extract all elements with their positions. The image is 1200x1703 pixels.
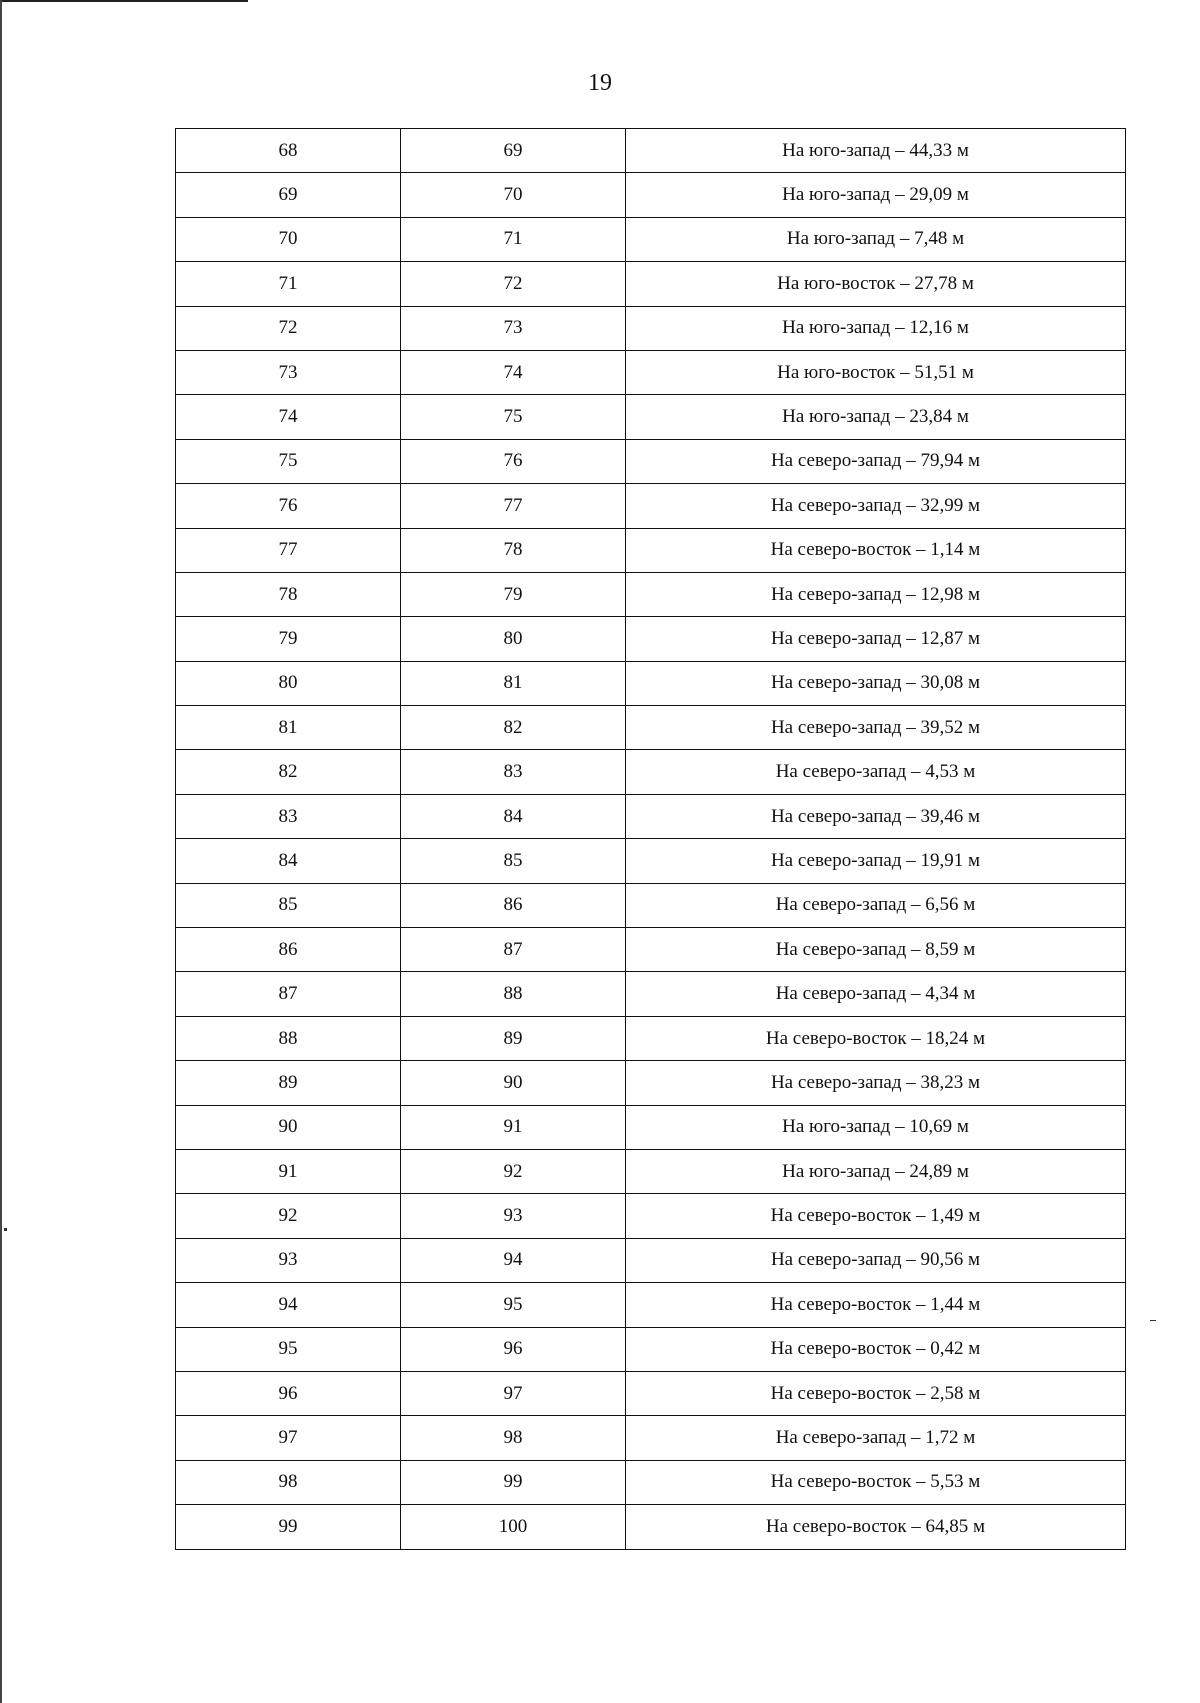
point-from-cell: 98: [176, 1460, 401, 1504]
direction-distance-cell: На северо-восток – 5,53 м: [626, 1460, 1126, 1504]
table-row: [176, 306, 1126, 350]
point-from-cell: 95: [176, 1327, 401, 1371]
direction-distance-cell: На юго-запад – 23,84 м: [626, 395, 1126, 439]
point-from-cell: 68: [176, 129, 401, 173]
direction-distance-cell: На юго-восток – 51,51 м: [626, 350, 1126, 394]
direction-distance-cell: На северо-запад – 1,72 м: [626, 1416, 1126, 1460]
table-row: [176, 1061, 1126, 1105]
point-to-cell: 80: [401, 617, 626, 661]
direction-distance-cell: На северо-запад – 12,87 м: [626, 617, 1126, 661]
point-to-cell: 84: [401, 794, 626, 838]
point-to-cell: 87: [401, 928, 626, 972]
point-to-cell: 92: [401, 1149, 626, 1193]
direction-distance-cell: На северо-запад – 32,99 м: [626, 484, 1126, 528]
point-to-cell: 76: [401, 439, 626, 483]
table-row: [176, 617, 1126, 661]
point-from-cell: 72: [176, 306, 401, 350]
table-row: [176, 217, 1126, 261]
point-to-cell: 74: [401, 350, 626, 394]
table-row: [176, 1194, 1126, 1238]
direction-distance-cell: На северо-восток – 64,85 м: [626, 1505, 1126, 1549]
table-row: [176, 1371, 1126, 1415]
point-to-cell: 99: [401, 1460, 626, 1504]
point-to-cell: 97: [401, 1371, 626, 1415]
direction-distance-cell: На юго-запад – 44,33 м: [626, 129, 1126, 173]
table-row: [176, 173, 1126, 217]
direction-distance-cell: На юго-запад – 29,09 м: [626, 173, 1126, 217]
table-row: [176, 129, 1126, 173]
direction-distance-cell: На северо-восток – 2,58 м: [626, 1371, 1126, 1415]
point-from-cell: 81: [176, 706, 401, 750]
point-from-cell: 78: [176, 572, 401, 616]
direction-distance-cell: На юго-запад – 24,89 м: [626, 1149, 1126, 1193]
point-from-cell: 80: [176, 661, 401, 705]
table-row: [176, 794, 1126, 838]
direction-distance-cell: На северо-запад – 39,46 м: [626, 794, 1126, 838]
table-row: [176, 350, 1126, 394]
direction-distance-cell: На северо-запад – 39,52 м: [626, 706, 1126, 750]
point-from-cell: 74: [176, 395, 401, 439]
point-to-cell: 75: [401, 395, 626, 439]
table-row: [176, 439, 1126, 483]
table-row: [176, 1505, 1126, 1549]
direction-distance-cell: На северо-восток – 1,14 м: [626, 528, 1126, 572]
table-row: [176, 484, 1126, 528]
table-row: [176, 572, 1126, 616]
direction-distance-cell: На северо-восток – 1,44 м: [626, 1283, 1126, 1327]
table-row: [176, 1105, 1126, 1149]
point-to-cell: 89: [401, 1016, 626, 1060]
point-to-cell: 95: [401, 1283, 626, 1327]
point-to-cell: 70: [401, 173, 626, 217]
point-from-cell: 86: [176, 928, 401, 972]
direction-distance-cell: На юго-восток – 27,78 м: [626, 262, 1126, 306]
table-row: [176, 1327, 1126, 1371]
point-from-cell: 85: [176, 883, 401, 927]
direction-distance-cell: На северо-восток – 18,24 м: [626, 1016, 1126, 1060]
point-to-cell: 81: [401, 661, 626, 705]
point-to-cell: 71: [401, 217, 626, 261]
point-to-cell: 100: [401, 1505, 626, 1549]
point-from-cell: 99: [176, 1505, 401, 1549]
point-to-cell: 94: [401, 1238, 626, 1282]
table-row: [176, 395, 1126, 439]
point-from-cell: 69: [176, 173, 401, 217]
point-to-cell: 78: [401, 528, 626, 572]
point-from-cell: 71: [176, 262, 401, 306]
point-to-cell: 93: [401, 1194, 626, 1238]
point-from-cell: 75: [176, 439, 401, 483]
direction-distance-cell: На северо-запад – 19,91 м: [626, 839, 1126, 883]
point-from-cell: 76: [176, 484, 401, 528]
table-row: [176, 972, 1126, 1016]
direction-distance-cell: На северо-запад – 79,94 м: [626, 439, 1126, 483]
point-from-cell: 90: [176, 1105, 401, 1149]
table-row: [176, 928, 1126, 972]
direction-distance-cell: На юго-запад – 7,48 м: [626, 217, 1126, 261]
table-row: [176, 1283, 1126, 1327]
table-row: [176, 661, 1126, 705]
table-row: [176, 528, 1126, 572]
point-from-cell: 92: [176, 1194, 401, 1238]
table-row: [176, 1238, 1126, 1282]
boundary-description-table: [175, 128, 1126, 1550]
point-to-cell: 90: [401, 1061, 626, 1105]
direction-distance-cell: На северо-запад – 4,34 м: [626, 972, 1126, 1016]
direction-distance-cell: На северо-запад – 8,59 м: [626, 928, 1126, 972]
point-to-cell: 72: [401, 262, 626, 306]
point-from-cell: 77: [176, 528, 401, 572]
point-from-cell: 96: [176, 1371, 401, 1415]
direction-distance-cell: На северо-запад – 4,53 м: [626, 750, 1126, 794]
point-to-cell: 86: [401, 883, 626, 927]
point-from-cell: 89: [176, 1061, 401, 1105]
point-from-cell: 82: [176, 750, 401, 794]
direction-distance-cell: На северо-запад – 12,98 м: [626, 572, 1126, 616]
point-from-cell: 97: [176, 1416, 401, 1460]
table-row: [176, 1460, 1126, 1504]
point-to-cell: 91: [401, 1105, 626, 1149]
direction-distance-cell: На северо-запад – 90,56 м: [626, 1238, 1126, 1282]
point-to-cell: 98: [401, 1416, 626, 1460]
point-to-cell: 77: [401, 484, 626, 528]
point-to-cell: 69: [401, 129, 626, 173]
direction-distance-cell: На северо-восток – 1,49 м: [626, 1194, 1126, 1238]
point-to-cell: 85: [401, 839, 626, 883]
scan-edge-top: [0, 0, 248, 2]
direction-distance-cell: На северо-запад – 6,56 м: [626, 883, 1126, 927]
page-number: 19: [588, 70, 612, 96]
point-from-cell: 73: [176, 350, 401, 394]
point-from-cell: 83: [176, 794, 401, 838]
scan-speck: [4, 1228, 7, 1231]
direction-distance-cell: На юго-запад – 10,69 м: [626, 1105, 1126, 1149]
point-from-cell: 93: [176, 1238, 401, 1282]
table-row: [176, 883, 1126, 927]
table-row: [176, 1016, 1126, 1060]
table-row: [176, 262, 1126, 306]
scan-edge-left: [0, 0, 2, 1703]
point-to-cell: 82: [401, 706, 626, 750]
table-row: [176, 750, 1126, 794]
point-from-cell: 94: [176, 1283, 401, 1327]
table-row: [176, 706, 1126, 750]
point-from-cell: 91: [176, 1149, 401, 1193]
table-row: [176, 1416, 1126, 1460]
point-from-cell: 70: [176, 217, 401, 261]
direction-distance-cell: На северо-запад – 30,08 м: [626, 661, 1126, 705]
point-to-cell: 96: [401, 1327, 626, 1371]
point-to-cell: 79: [401, 572, 626, 616]
point-to-cell: 83: [401, 750, 626, 794]
point-from-cell: 88: [176, 1016, 401, 1060]
direction-distance-cell: На северо-запад – 38,23 м: [626, 1061, 1126, 1105]
point-to-cell: 73: [401, 306, 626, 350]
direction-distance-cell: На юго-запад – 12,16 м: [626, 306, 1126, 350]
table-row: [176, 839, 1126, 883]
point-from-cell: 79: [176, 617, 401, 661]
point-to-cell: 88: [401, 972, 626, 1016]
scan-speck: [1150, 1320, 1156, 1321]
point-from-cell: 84: [176, 839, 401, 883]
direction-distance-cell: На северо-восток – 0,42 м: [626, 1327, 1126, 1371]
point-from-cell: 87: [176, 972, 401, 1016]
table-body: [176, 129, 1126, 1550]
table-row: [176, 1149, 1126, 1193]
